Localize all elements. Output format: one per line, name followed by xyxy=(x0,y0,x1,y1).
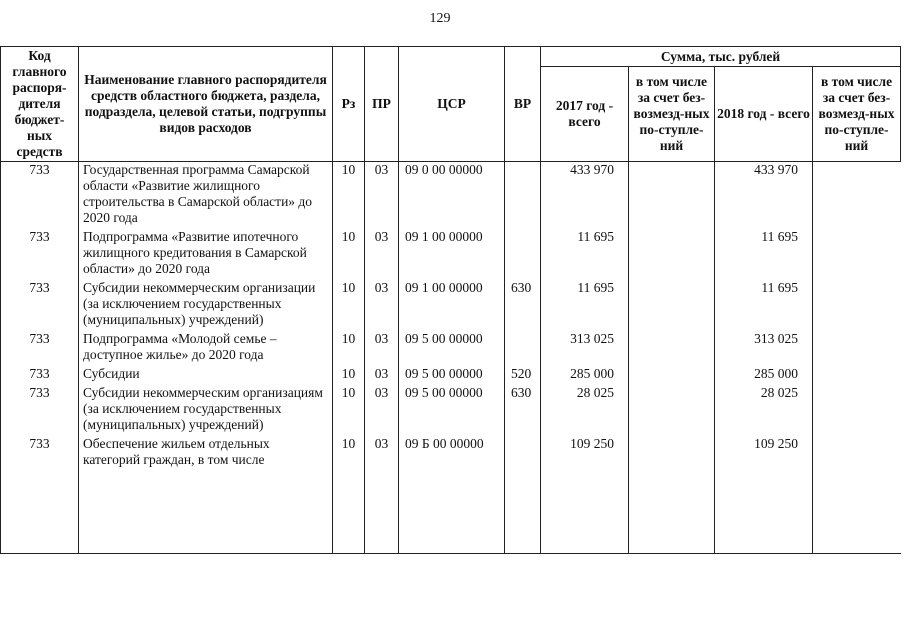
cell-total-2018: 313 025 xyxy=(715,331,813,366)
cell-pr: 03 xyxy=(365,436,399,468)
cell-total-2018: 285 000 xyxy=(715,366,813,385)
cell-total-2017: 11 695 xyxy=(541,229,629,280)
filler-cell xyxy=(813,468,901,554)
table-row xyxy=(1,162,901,230)
cell-vr: 630 xyxy=(505,280,541,331)
cell-code: 733 xyxy=(1,331,79,366)
header-total-2017: 2017 год - всего xyxy=(541,67,629,162)
filler-cell xyxy=(333,468,365,554)
cell-free-2017 xyxy=(629,385,715,436)
cell-rz: 10 xyxy=(333,229,365,280)
cell-free-2018 xyxy=(813,229,901,280)
cell-vr: 520 xyxy=(505,366,541,385)
cell-name: Субсидии xyxy=(79,366,333,385)
table-filler-row xyxy=(1,468,901,554)
cell-name: Подпрограмма «Развитие ипотечного жилищного кредитования в Самарской области» до 2020 года xyxy=(79,229,333,280)
page-number: 129 xyxy=(429,11,451,26)
table-row xyxy=(1,229,901,280)
cell-vr xyxy=(505,229,541,280)
cell-total-2018: 109 250 xyxy=(715,436,813,468)
table-row xyxy=(1,280,901,331)
cell-code: 733 xyxy=(1,366,79,385)
cell-rz: 10 xyxy=(333,162,365,230)
cell-free-2017 xyxy=(629,280,715,331)
cell-total-2018: 433 970 xyxy=(715,162,813,230)
cell-code: 733 xyxy=(1,436,79,468)
filler-cell xyxy=(79,468,333,554)
cell-total-2017: 433 970 xyxy=(541,162,629,230)
filler-cell xyxy=(629,468,715,554)
cell-csr: 09 0 00 00000 xyxy=(399,162,505,230)
cell-pr: 03 xyxy=(365,162,399,230)
table-body xyxy=(1,162,901,554)
filler-cell xyxy=(505,468,541,554)
cell-code: 733 xyxy=(1,162,79,230)
cell-pr: 03 xyxy=(365,229,399,280)
cell-name: Обеспечение жильем отдельных категорий граждан, в том числе xyxy=(79,436,333,468)
cell-total-2017: 285 000 xyxy=(541,366,629,385)
cell-total-2017: 11 695 xyxy=(541,280,629,331)
header-csr: ЦСР xyxy=(399,47,505,162)
cell-vr xyxy=(505,162,541,230)
cell-csr: 09 1 00 00000 xyxy=(399,280,505,331)
cell-vr xyxy=(505,436,541,468)
cell-pr: 03 xyxy=(365,366,399,385)
cell-free-2018 xyxy=(813,162,901,230)
cell-rz: 10 xyxy=(333,385,365,436)
cell-free-2018 xyxy=(813,331,901,366)
budget-table xyxy=(0,46,901,554)
header-code: Код главного распоря-дителя бюджет-ных средств xyxy=(1,47,79,162)
filler-cell xyxy=(1,468,79,554)
cell-name: Подпрограмма «Молодой семье – доступное жилье» до 2020 года xyxy=(79,331,333,366)
cell-free-2018 xyxy=(813,366,901,385)
cell-free-2018 xyxy=(813,436,901,468)
cell-total-2018: 11 695 xyxy=(715,229,813,280)
table-row xyxy=(1,385,901,436)
cell-csr: 09 5 00 00000 xyxy=(399,366,505,385)
cell-rz: 10 xyxy=(333,436,365,468)
header-sum: Сумма, тыс. рублей xyxy=(541,47,901,67)
cell-csr: 09 5 00 00000 xyxy=(399,331,505,366)
cell-csr: 09 1 00 00000 xyxy=(399,229,505,280)
cell-total-2017: 28 025 xyxy=(541,385,629,436)
cell-csr: 09 5 00 00000 xyxy=(399,385,505,436)
cell-pr: 03 xyxy=(365,385,399,436)
cell-total-2017: 313 025 xyxy=(541,331,629,366)
cell-rz: 10 xyxy=(333,366,365,385)
header-free-2017: в том числе за счет без-возмезд-ных по-ступле-ний xyxy=(629,67,715,162)
cell-code: 733 xyxy=(1,229,79,280)
cell-vr: 630 xyxy=(505,385,541,436)
table-header xyxy=(1,47,901,162)
table-row xyxy=(1,331,901,366)
header-rz: Рз xyxy=(333,47,365,162)
cell-total-2017: 109 250 xyxy=(541,436,629,468)
cell-free-2018 xyxy=(813,385,901,436)
cell-code: 733 xyxy=(1,280,79,331)
header-free-2018: в том числе за счет без-возмезд-ных по-ступле-ний xyxy=(813,67,901,162)
filler-cell xyxy=(715,468,813,554)
cell-name: Государственная программа Самарской области «Развитие жилищного строительства в Самарской области» до 2020 года xyxy=(79,162,333,230)
cell-pr: 03 xyxy=(365,280,399,331)
table-row xyxy=(1,366,901,385)
cell-free-2018 xyxy=(813,280,901,331)
cell-free-2017 xyxy=(629,331,715,366)
filler-cell xyxy=(365,468,399,554)
cell-total-2018: 28 025 xyxy=(715,385,813,436)
header-total-2018: 2018 год - всего xyxy=(715,67,813,162)
header-vr: ВР xyxy=(505,47,541,162)
cell-csr: 09 Б 00 00000 xyxy=(399,436,505,468)
cell-code: 733 xyxy=(1,385,79,436)
header-name: Наименование главного распорядителя средств областного бюджета, раздела, подраздела, целевой статьи, подгруппы видов расходов xyxy=(79,47,333,162)
table-row xyxy=(1,436,901,468)
cell-free-2017 xyxy=(629,162,715,230)
cell-rz: 10 xyxy=(333,280,365,331)
cell-vr xyxy=(505,331,541,366)
cell-pr: 03 xyxy=(365,331,399,366)
cell-rz: 10 xyxy=(333,331,365,366)
filler-cell xyxy=(399,468,505,554)
header-pr: ПР xyxy=(365,47,399,162)
cell-name: Субсидии некоммерческим организациям (за исключением государственных (муниципальных) учреждений) xyxy=(79,385,333,436)
cell-total-2018: 11 695 xyxy=(715,280,813,331)
cell-name: Субсидии некоммерческим организации (за исключением государственных (муниципальных) учреждений) xyxy=(79,280,333,331)
cell-free-2017 xyxy=(629,229,715,280)
cell-free-2017 xyxy=(629,436,715,468)
filler-cell xyxy=(541,468,629,554)
cell-free-2017 xyxy=(629,366,715,385)
